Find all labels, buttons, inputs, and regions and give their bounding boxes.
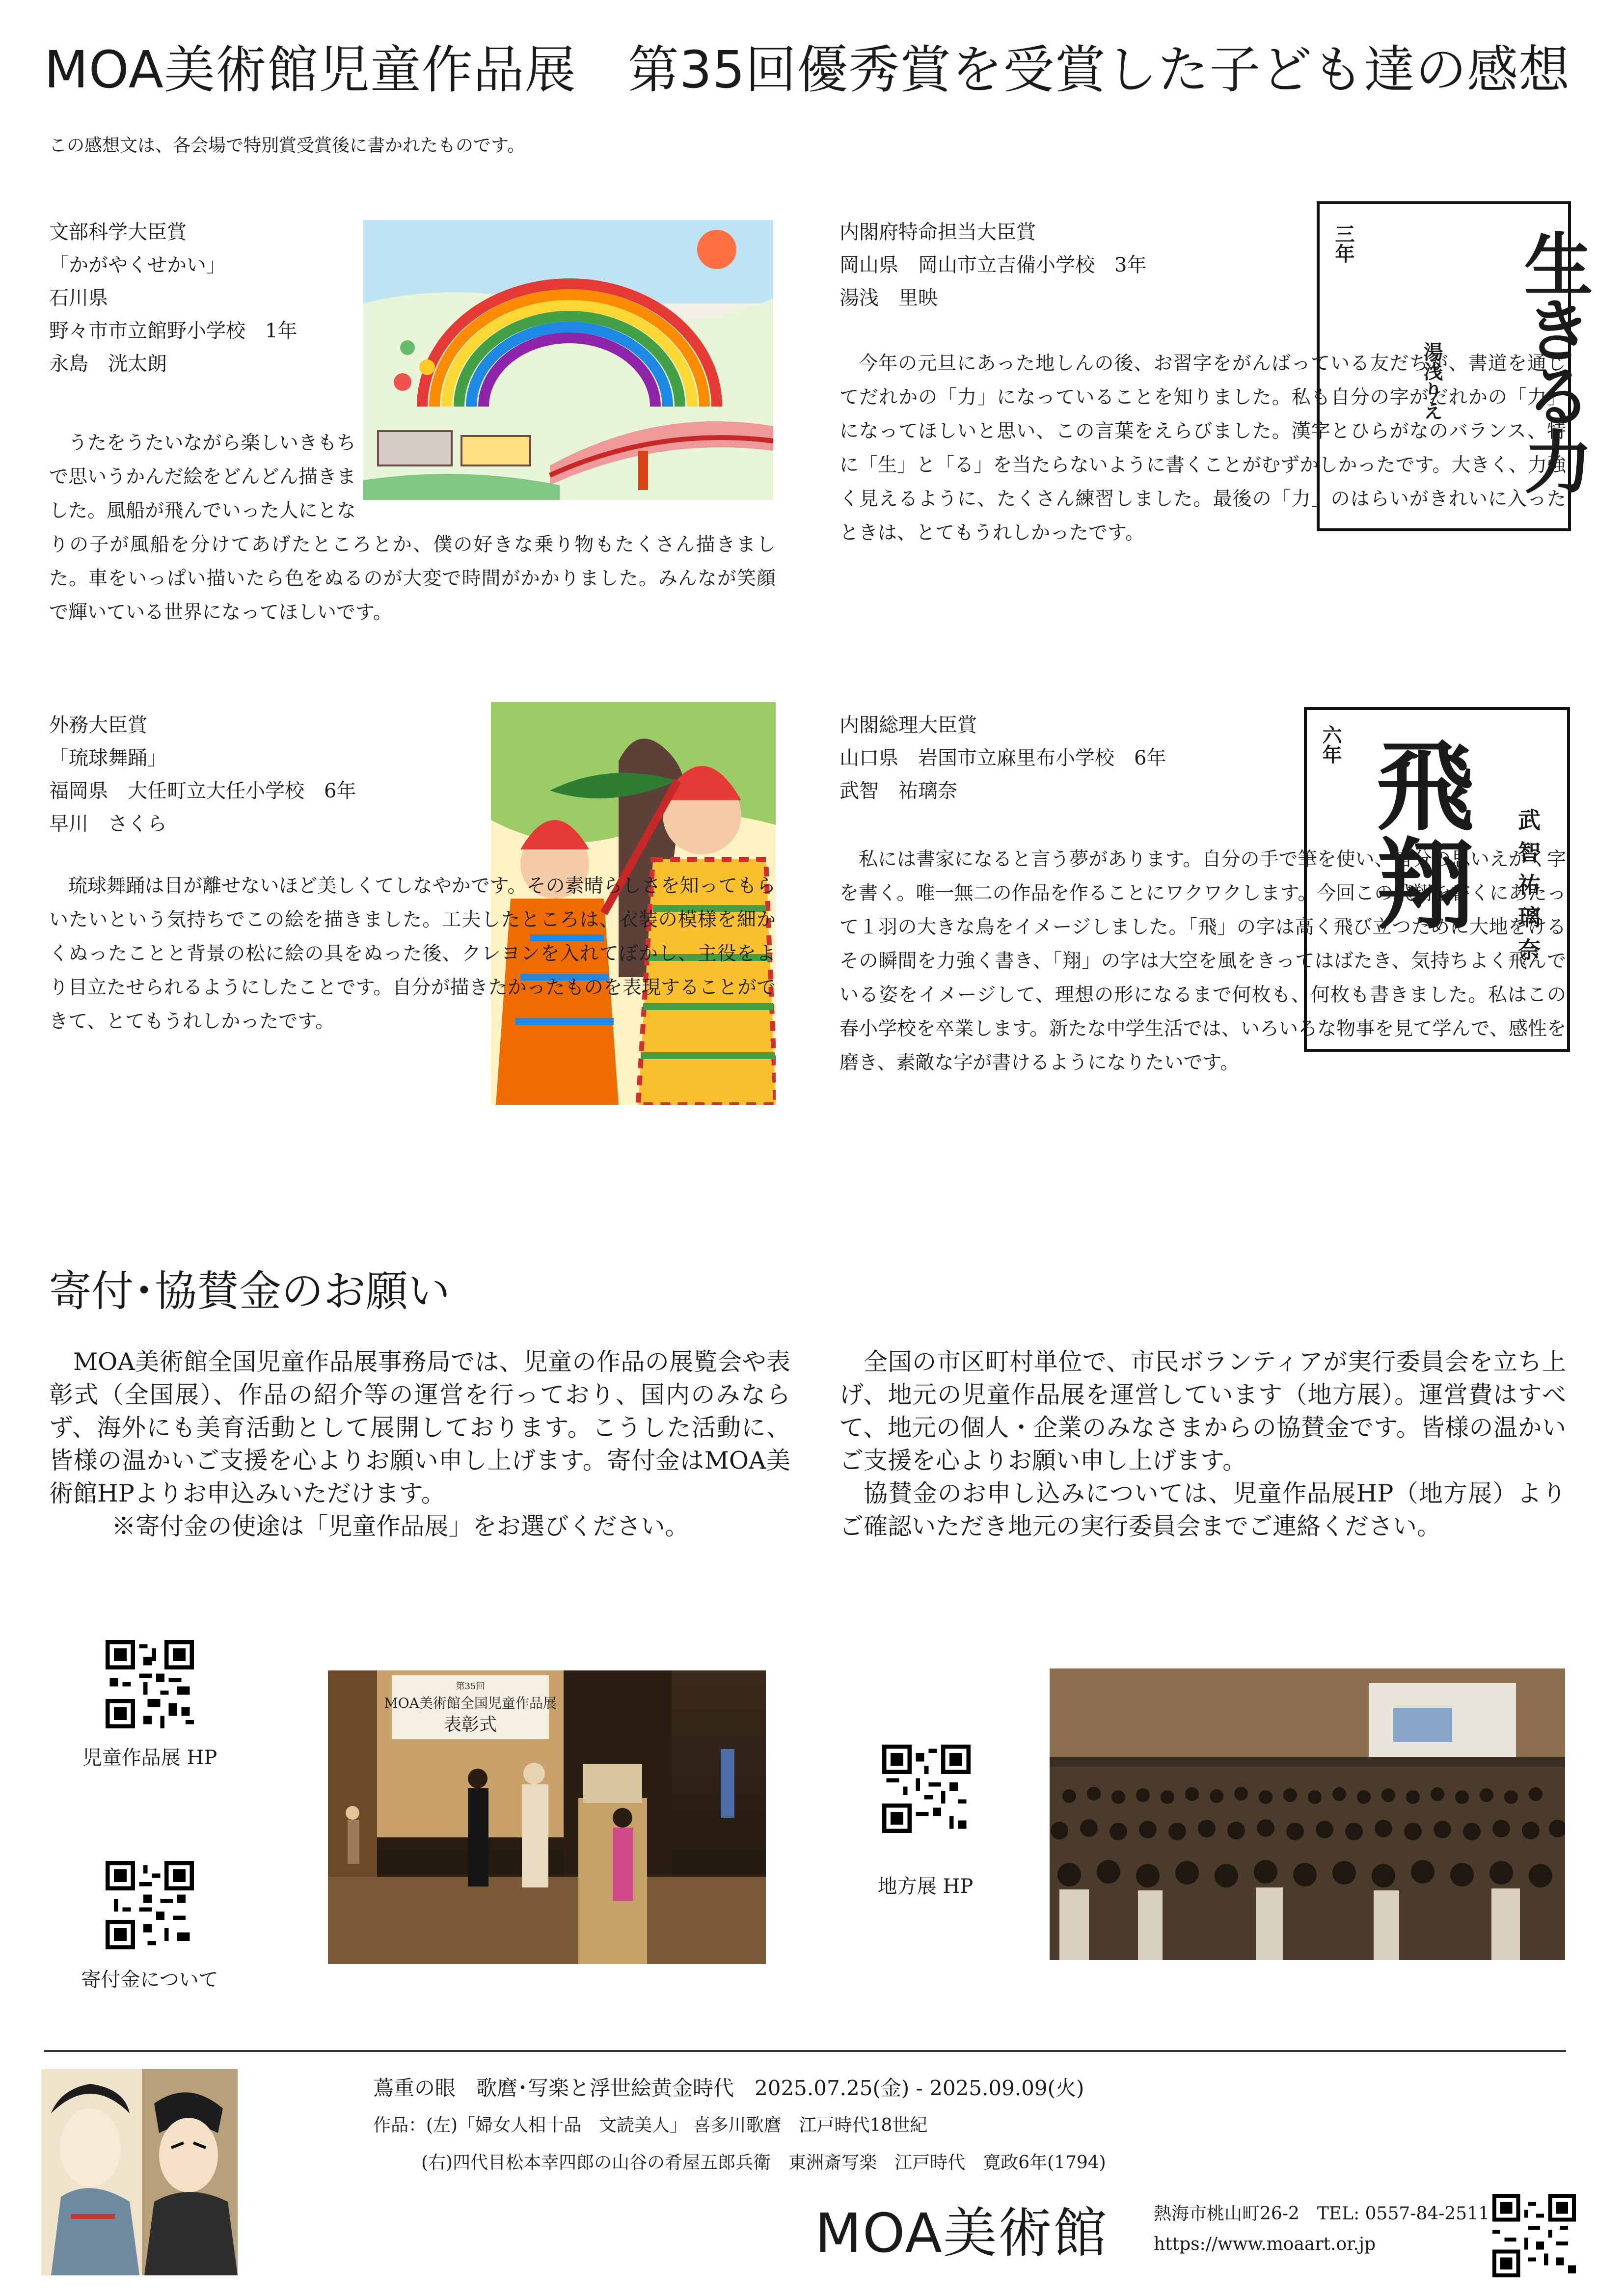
donation-right xyxy=(839,1345,1566,1543)
donation-heading: 寄付･協賛金のお願い xyxy=(49,1267,450,1316)
award-1-text-narrow xyxy=(49,426,776,629)
qr-code-local-hp[interactable] xyxy=(882,1745,971,1833)
sign-line-2: MOA美術館全国児童作品展 xyxy=(384,1695,557,1711)
student-name: 早川 さくら xyxy=(49,813,167,835)
student-name: 湯浅 里映 xyxy=(839,287,938,309)
footer-divider xyxy=(44,2050,1566,2052)
award-3-meta xyxy=(49,709,356,841)
credit-right: (右)四代目松本幸四郎の山谷の肴屋五郎兵衛 東洲斎写楽 江戸時代 寛政6年(1794) xyxy=(421,2153,1106,2173)
qr-label-donation: 寄付金について xyxy=(81,1968,218,1991)
qr-code-children-hp[interactable] xyxy=(106,1640,194,1728)
school: 岡山県 岡山市立吉備小学校 3年 xyxy=(839,254,1147,276)
award-3-text xyxy=(49,869,776,1039)
award-2-meta xyxy=(839,216,1146,315)
qr-label-local-hp: 地方展 HP xyxy=(877,1875,974,1898)
museum-address: 熱海市桃山町26-2 TEL: 0557-84-2511 xyxy=(1154,2204,1490,2224)
sign-line-3: 表彰式 xyxy=(443,1715,497,1735)
sign-line-1: 第35回 xyxy=(456,1681,485,1692)
award-1-comment: うたをうたいながら楽しいきもちで思いうかんだ絵をどんどん描きました。風船が飛んでいった人にとなりの子が風船を分けてあげたところとか、僕の好きな乗り物もたくさん描きました。車をいっぱい描いたら色をぬるのが大変で時間がかかりました。みんなが笑顔で輝いている世界になってほしいです。 xyxy=(49,432,776,624)
award-4-meta xyxy=(839,709,1166,808)
qr-code-museum[interactable] xyxy=(1492,2194,1576,2277)
award-1-meta xyxy=(49,216,297,381)
award-name: 内閣総理大臣賞 xyxy=(839,714,977,737)
award-2-text xyxy=(839,347,1566,550)
donation-left-paragraph: MOA美術館全国児童作品展事務局では、児童の作品の展覧会や表彰式（全国展）、作品の紹介等の運営を行っており、国内のみならず、海外にも美育活動として展開しております。こうした活動に、皆様の温かいご支援を心よりお願い申し上げます。寄付金はMOA美術館HPよりお申込みいただけます。 xyxy=(49,1348,790,1507)
donation-left xyxy=(49,1345,790,1543)
student-name: 武智 祐璃奈 xyxy=(839,780,957,802)
award-name: 内閣府特命担当大臣賞 xyxy=(839,221,1036,244)
award-4-comment: 私には書家になると言う夢があります。自分の手で筆を使い、自分の思いえがく字を書く。唯一無二の作品を作ることにワクワクします。今回この飛翔を書くにあたって１羽の大きな鳥をイメージしました。「飛」の字は高く飛び立つために大地をけるその瞬間を力強く書き、「翔」の字は大空を風をきってはばたき、気持ちよく飛んでいる姿をイメージして、理想の形になるまで何枚も、何枚も書きました。私はこの春小学校を卒業します。新たな中学生活では、いろいろな物事を見て学んで、感性を磨き、素敵な字が書けるようになりたいです。 xyxy=(839,848,1566,1074)
student-name: 永島 洸太朗 xyxy=(49,353,167,375)
work-title: 「琉球舞踊」 xyxy=(49,747,167,769)
calligraphy-name: 武智祐璃奈 xyxy=(1515,808,1541,970)
award-1-wrap-spacer xyxy=(356,426,776,510)
calligraphy-grade: 三年 xyxy=(1332,224,1355,263)
calligraphy-main-text: 飛翔 xyxy=(1360,735,1475,931)
work-title: 「かがやくせかい」 xyxy=(49,254,226,276)
moa-museum-logo: MOA美術館 xyxy=(815,2202,1108,2265)
calligraphy-name: 湯浅りえ xyxy=(1420,342,1443,420)
award-name: 文部科学大臣賞 xyxy=(49,221,187,244)
intro-text: この感想文は、各会場で特別賞受賞後に書かれたものです。 xyxy=(49,136,525,156)
ceremony-photo xyxy=(328,1670,766,1964)
calligraphy-main-text: 生きる力 xyxy=(1513,229,1593,492)
school: 福岡県 大任町立大任小学校 6年 xyxy=(49,780,356,802)
exhibition-info: 蔦重の眼 歌麿･写楽と浮世絵黄金時代 2025.07.25(金) - 2025.09.09(火) xyxy=(373,2076,1084,2100)
school: 野々市市立館野小学校 1年 xyxy=(49,320,298,342)
award-4-text xyxy=(839,843,1566,1080)
award-2-comment: 今年の元旦にあった地しんの後、お習字をがんばっている友だちが、書道を通じてだれかの「力」になっていることを知りました。私も自分の字がだれかの「力」になってほしいと思い、この言葉をえらびました。漢字とひらがなのバランス、特に「生」と「る」を当たらないように書くことがむずかしかったです。大きく、力強く見えるように、たくさん練習しました。最後の「力」のはらいがきれいに入ったときは、とてもうれしかったです。 xyxy=(839,353,1566,544)
donation-note: ※寄付金の使途は「児童作品展」をお選びください。 xyxy=(111,1512,689,1540)
page-title: MOA美術館児童作品展 第35回優秀賞を受賞した子ども達の感想 xyxy=(44,40,1570,100)
ukiyoe-artwork xyxy=(41,2069,238,2275)
award-3-comment: 琉球舞踊は目が離せないほど美しくてしなやかです。その素晴らしさを知ってもらいたいという気持ちでこの絵を描きました。工夫したところは、衣装の模様を細かくぬったことと背景の松に絵の具をぬった後、クレヨンを入れてぼかし、主役をより目立たせられるようにしたことです。自分が描きたかったものを表現することができて、とてもうれしかったです。 xyxy=(49,875,776,1033)
calligraphy-grade: 六年 xyxy=(1319,725,1342,764)
credit-left: 作品：(左)「婦女人相十品 文読美人」 喜多川歌麿 江戸時代18世紀 xyxy=(373,2115,928,2135)
school: 山口県 岩国市立麻里布小学校 6年 xyxy=(839,747,1166,769)
prefecture: 石川県 xyxy=(49,287,108,309)
audience-photo xyxy=(1050,1668,1565,1960)
donation-right-paragraph: 全国の市区町村単位で、市民ボランティアが実行委員会を立ち上げ、地元の児童作品展を運営しています（地方展）。運営費はすべて、地元の個人・企業のみなさまからの協賛金です。皆様の温かいご支援を心よりお願い申し上げます。 xyxy=(839,1348,1566,1475)
qr-code-donation[interactable] xyxy=(106,1861,194,1949)
museum-url[interactable]: https://www.moaart.or.jp xyxy=(1154,2234,1376,2254)
qr-label-children-hp: 児童作品展 HP xyxy=(82,1747,217,1769)
donation-right-paragraph-2: 協賛金のお申し込みについては、児童作品展HP（地方展）よりご確認いただき地元の実行委員会までご連絡ください。 xyxy=(839,1479,1566,1540)
award-name: 外務大臣賞 xyxy=(49,714,147,737)
